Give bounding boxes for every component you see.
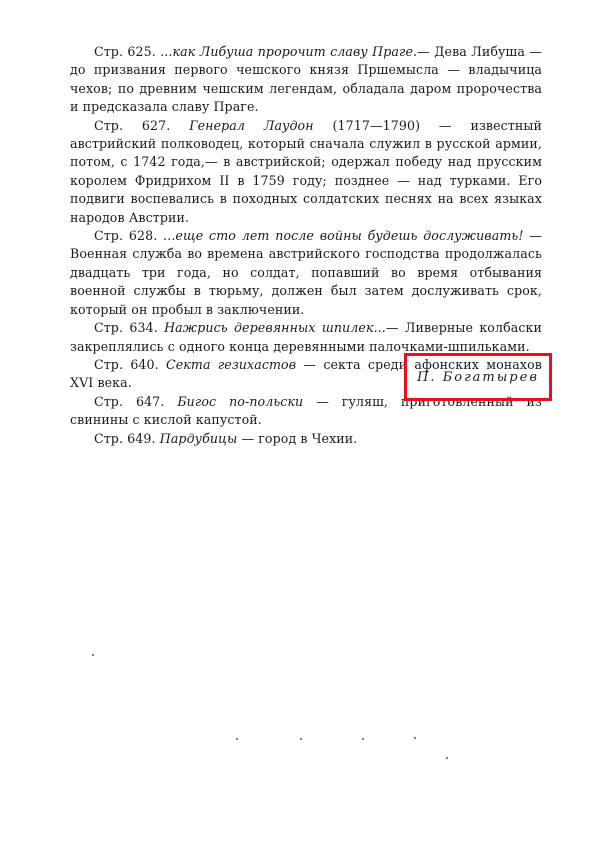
note-634 [70,319,542,356]
note-649 [70,430,542,448]
note-627 [70,117,542,227]
note-term: ...как Либуша пророчит славу Праге. [160,44,418,59]
note-term: Пардубицы [159,430,238,446]
note-desc: (1717—1790) — известный австрийский полководец, который сначала служил в русской армии, потом, с 1742 года,— в австрийской; одержал победу над прусским королем Фридрихом II в 1759 году; позднее — над турками. Его подвиги воспевались в походных солдатских песнях на всех языках народов Австрии. [70,117,543,225]
note-625 [70,43,542,117]
signature: П. Богатырев [417,369,539,385]
note-term: Нажрись деревянных шпилек... [164,320,386,336]
scan-speck [446,757,448,759]
note-ref: Стр. 649. [94,430,156,446]
note-ref: Стр. 640. [94,356,159,372]
note-628 [70,227,542,319]
scan-speck [362,738,364,740]
note-term: Генерал Лаудон [189,117,314,133]
note-ref: Стр. 628. [94,228,158,244]
note-term: ...еще сто лет после войны будешь дослуживать! [163,228,524,244]
signature-highlight-box [404,353,552,401]
note-ref: Стр. 634. [94,320,158,336]
scan-speck [414,737,416,739]
note-desc: — Военная служба во времена австрийского господства продолжалась двадцать три года, но солдат, попавший во время отбывания военной службы в тюрьму, должен был затем дослуживать срок, который он пробыл в заключении. [70,228,543,317]
note-desc: — гуляш, приготовленный из свинины с кислой капустой. [70,393,543,428]
scan-speck [236,738,238,740]
scan-speck [300,738,302,740]
note-ref: Стр. 625. [94,44,156,59]
note-ref: Стр. 647. [94,393,165,409]
note-term: Секта гезихастов [166,356,297,372]
note-desc: — Ливерные колбаски закреплялись с одного конца деревянными палочками-шпильками. [70,320,542,354]
note-desc: — город в Чехии. [241,430,358,446]
note-ref: Стр. 627. [94,117,171,133]
note-term: Бигос по-польски [177,393,304,409]
scan-speck [92,654,94,656]
note-desc: — Дева Либуша — до призвания первого чешского князя Пршемысла — владычица чехов; по древним чешским легендам, обладала даром пророчества и предсказала славу Праге. [70,44,542,115]
note-desc: — секта среди афонских монахов XVI века. [70,356,542,391]
